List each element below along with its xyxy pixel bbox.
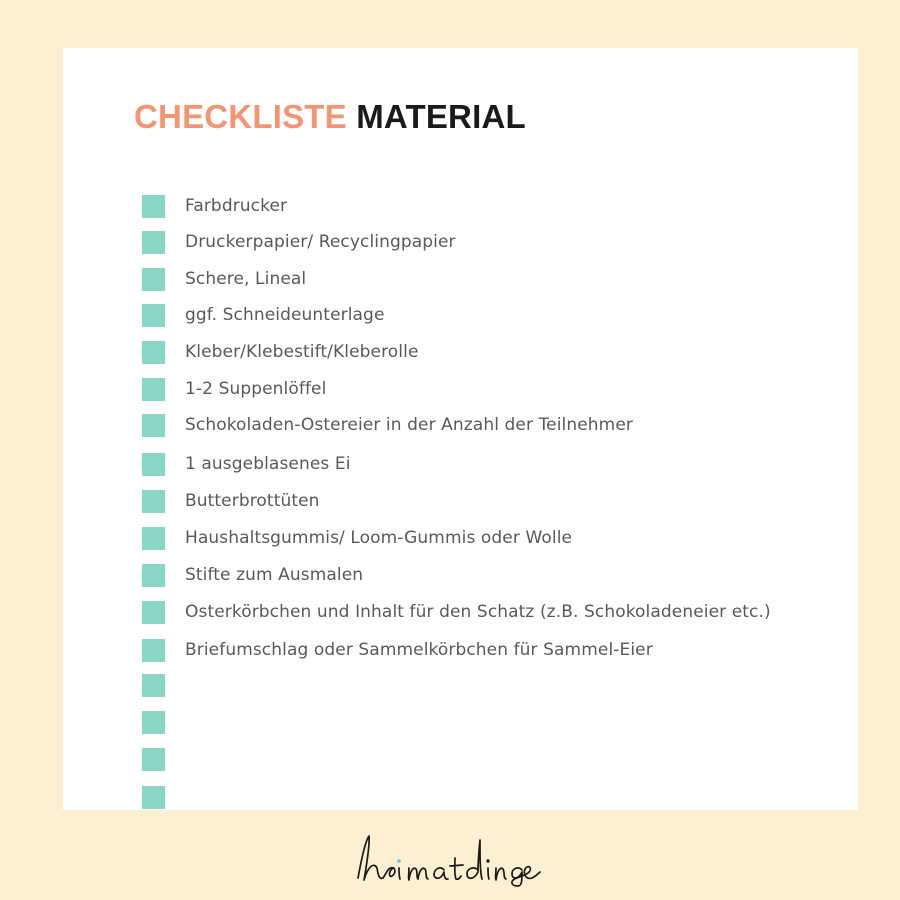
checklist-card — [63, 48, 858, 810]
footer — [0, 810, 900, 900]
checklist-item-label: Kleber/Klebestift/Kleberolle — [185, 342, 419, 362]
checklist-item[interactable] — [142, 747, 185, 771]
checkbox[interactable] — [142, 748, 165, 771]
checklist-item-label: Stifte zum Ausmalen — [185, 565, 364, 585]
checkbox[interactable] — [142, 341, 165, 364]
checklist-item[interactable] — [142, 673, 185, 697]
checkbox[interactable] — [142, 268, 165, 291]
checkbox[interactable] — [142, 674, 165, 697]
checklist-item[interactable] — [142, 230, 456, 254]
checkbox[interactable] — [142, 711, 165, 734]
checkbox[interactable] — [142, 601, 165, 624]
checklist-item[interactable] — [142, 710, 185, 734]
material-checklist — [63, 48, 858, 810]
checklist-item[interactable] — [142, 340, 419, 364]
checkbox[interactable] — [142, 527, 165, 550]
checkbox[interactable] — [142, 490, 165, 513]
checkbox[interactable] — [142, 378, 165, 401]
checklist-item[interactable] — [142, 785, 185, 809]
checklist-item[interactable] — [142, 377, 326, 401]
checklist-item[interactable] — [142, 413, 633, 437]
checkbox[interactable] — [142, 564, 165, 587]
title-accent: CHECKLISTE — [134, 98, 347, 135]
checklist-item[interactable] — [142, 489, 320, 513]
checkbox[interactable] — [142, 304, 165, 327]
checkbox[interactable] — [142, 639, 165, 662]
heimatdinge-logo — [352, 828, 552, 888]
checklist-item-label: Osterkörbchen und Inhalt für den Schatz (z.B. Schokoladeneier etc.) — [185, 602, 771, 622]
checklist-item[interactable] — [142, 452, 351, 476]
checklist-item[interactable] — [142, 194, 287, 218]
checklist-item-label: 1 ausgeblasenes Ei — [185, 454, 351, 474]
checklist-item[interactable] — [142, 267, 306, 291]
checklist-item[interactable] — [142, 303, 385, 327]
checkbox[interactable] — [142, 195, 165, 218]
checkbox[interactable] — [142, 231, 165, 254]
checklist-item[interactable] — [142, 600, 771, 624]
checklist-item-label: ggf. Schneideunterlage — [185, 305, 385, 325]
checkbox[interactable] — [142, 453, 165, 476]
checklist-item[interactable] — [142, 563, 363, 587]
checklist-item-label: 1-2 Suppenlöffel — [185, 379, 327, 399]
checklist-item-label: Briefumschlag oder Sammelkörbchen für Sammel-Eier — [185, 640, 653, 660]
checklist-item-label: Schokoladen-Ostereier in der Anzahl der Teilnehmer — [185, 415, 633, 435]
checklist-item-label: Haushaltsgummis/ Loom-Gummis oder Wolle — [185, 528, 573, 548]
checkbox[interactable] — [142, 786, 165, 809]
checklist-item-label: Farbdrucker — [185, 196, 288, 216]
checkbox[interactable] — [142, 414, 165, 437]
checklist-item-label: Butterbrottüten — [185, 491, 320, 511]
title-main: MATERIAL — [356, 98, 526, 135]
checklist-item[interactable] — [142, 526, 572, 550]
checklist-item[interactable] — [142, 638, 653, 662]
checklist-item-label: Schere, Lineal — [185, 269, 307, 289]
checklist-item-label: Druckerpapier/ Recyclingpapier — [185, 232, 456, 252]
